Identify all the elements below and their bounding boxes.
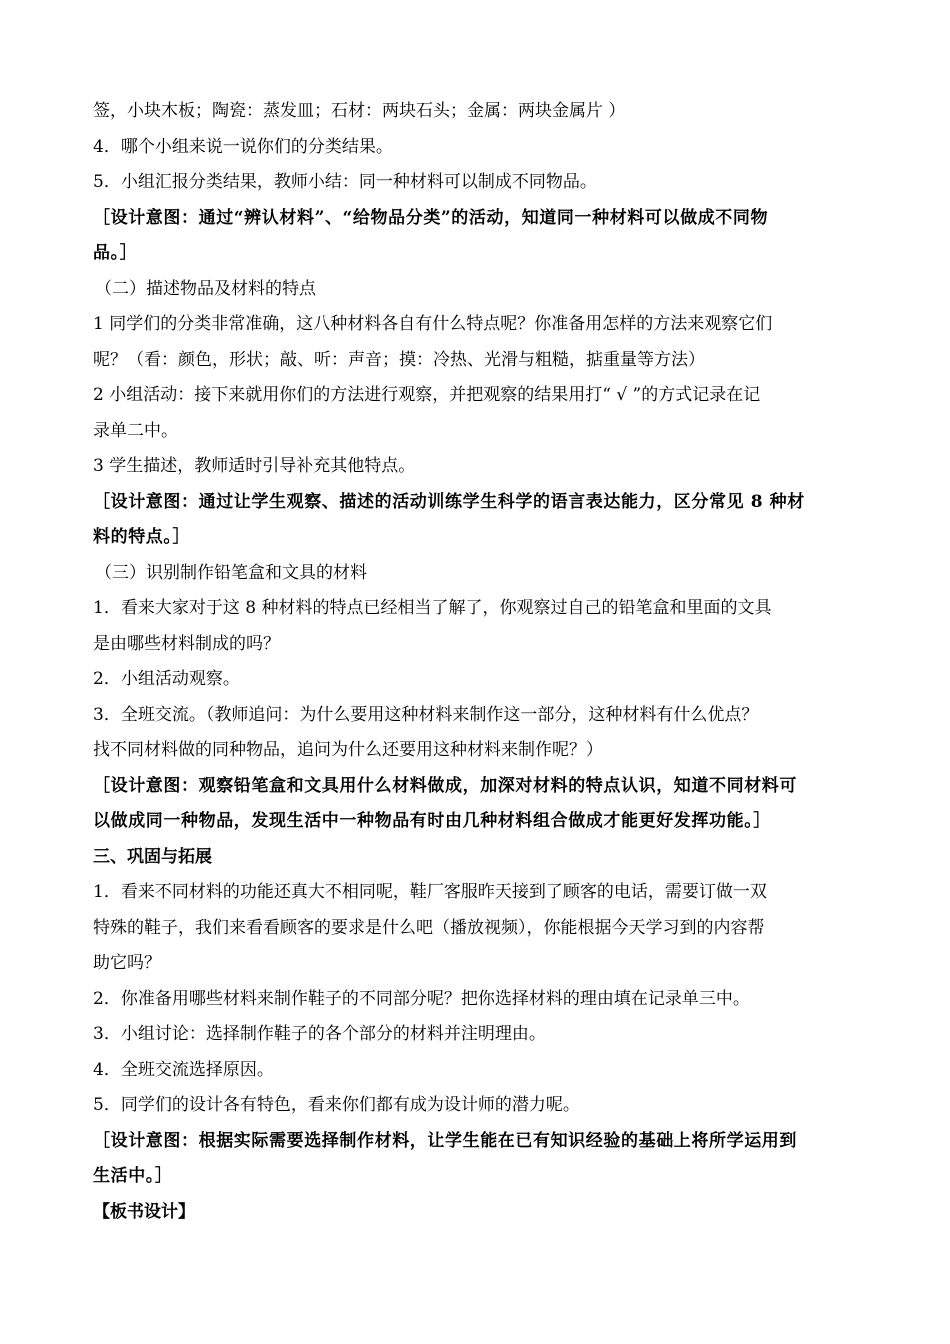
design-intent-2-line-1: ［设计意图：通过让学生观察、描述的活动训练学生科学的语言表达能力，区分常见 8 种材 bbox=[93, 491, 805, 512]
text-line-4-3: 3．小组讨论：选择制作鞋子的各个部分的材料并注明理由。 bbox=[93, 1024, 546, 1044]
text-line-3-3-b: 找不同材料做的同种物品，追问为什么还要用这种材料来制作呢？） bbox=[93, 740, 603, 760]
section-heading-consolidation: 三、巩固与拓展 bbox=[93, 846, 212, 867]
text-line-2-3: 3 学生描述，教师适时引导补充其他特点。 bbox=[93, 456, 416, 476]
text-line-materials-list: 签，小块木板；陶瓷：蒸发皿；石材：两块石头；金属：两块金属片 ） bbox=[93, 101, 626, 121]
section-heading-3: （三）识别制作铅笔盒和文具的材料 bbox=[95, 562, 367, 583]
text-line-4-1-b: 特殊的鞋子，我们来看看顾客的要求是什么吧（播放视频），你能根据今天学习到的内容帮 bbox=[93, 917, 765, 938]
design-intent-3-line-2: 以做成同一种物品，发现生活中一种物品有时由几种材料组合做成才能更好发挥功能。］ bbox=[93, 811, 771, 831]
design-intent-4-line-1: ［设计意图：根据实际需要选择制作材料，让学生能在已有知识经验的基础上将所学运用到 bbox=[93, 1130, 797, 1151]
section-heading-2: （二）描述物品及材料的特点 bbox=[95, 278, 316, 299]
design-intent-1-line-2: 品。］ bbox=[93, 243, 138, 263]
text-line-2-2-b: 录单二中。 bbox=[93, 420, 178, 441]
document-page bbox=[93, 94, 863, 1230]
text-line-4-1-a: 1．看来不同材料的功能还真大不相同呢，鞋厂客服昨天接到了顾客的电话，需要订做一双 bbox=[93, 882, 767, 902]
design-intent-2-line-2: 料的特点。］ bbox=[93, 527, 191, 547]
board-design-heading: 【板书设计】 bbox=[93, 1201, 195, 1222]
design-intent-4-line-2: 生活中。］ bbox=[93, 1166, 173, 1186]
text-line-step-4: 4．哪个小组来说一说你们的分类结果。 bbox=[93, 136, 393, 157]
text-line-3-1-a: 1．看来大家对于这 8 种材料的特点已经相当了解了，你观察过自己的铅笔盒和里面的文具 bbox=[93, 598, 772, 618]
text-line-4-2: 2．你准备用哪些材料来制作鞋子的不同部分呢？把你选择材料的理由填在记录单三中。 bbox=[93, 988, 750, 1009]
text-line-3-2: 2．小组活动观察。 bbox=[93, 669, 240, 689]
text-line-step-5: 5．小组汇报分类结果，教师小结：同一种材料可以制成不同物品。 bbox=[93, 172, 597, 192]
text-line-3-1-b: 是由哪些材料制成的吗？ bbox=[93, 633, 280, 654]
text-line-4-4: 4．全班交流选择原因。 bbox=[93, 1059, 274, 1080]
design-intent-1-line-1: ［设计意图：通过“辨认材料”、“给物品分类”的活动，知道同一种材料可以做成不同物 bbox=[93, 207, 769, 228]
text-line-2-1-a: 1 同学们的分类非常准确，这八种材料各自有什么特点呢？你准备用怎样的方法来观察它们 bbox=[93, 314, 773, 334]
text-line-4-5: 5．同学们的设计各有特色，看来你们都有成为设计师的潜力呢。 bbox=[93, 1095, 580, 1115]
text-line-3-3-a: 3．全班交流。（教师追问：为什么要用这种材料来制作这一部分，这种材料有什么优点？ bbox=[93, 704, 759, 725]
design-intent-3-line-1: ［设计意图：观察铅笔盒和文具用什么材料做成，加深对材料的特点认识，知道不同材料可 bbox=[93, 775, 797, 796]
text-line-2-1-b: 呢？（看：颜色，形状；敲、听：声音；摸：冷热、光滑与粗糙，掂重量等方法） bbox=[93, 349, 705, 370]
text-line-4-1-c: 助它吗？ bbox=[93, 953, 161, 973]
text-line-2-2-a: 2 小组活动：接下来就用你们的方法进行观察，并把观察的结果用打“ √ ”的方式记录在记 bbox=[93, 385, 761, 405]
